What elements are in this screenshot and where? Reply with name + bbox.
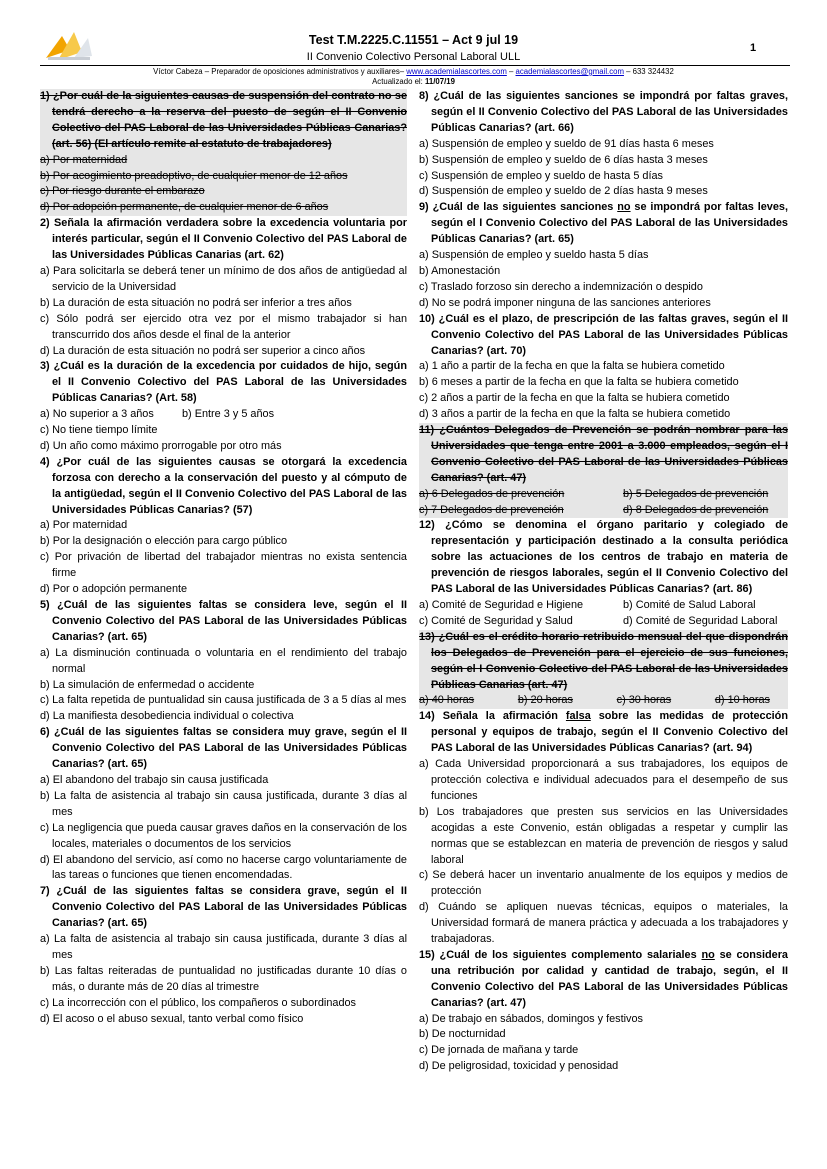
- option-b: b) De nocturnidad: [419, 1028, 506, 1041]
- option-a: a) La disminución continuada o voluntaria en el rendimiento del trabajo normal: [40, 646, 407, 675]
- right-column: [419, 89, 788, 1075]
- question-8: [419, 89, 788, 200]
- question-title: 5) ¿Cuál de las siguientes faltas se considera leve, según el II Convenio Colectivo del PAS Laboral de las Universidades Públicas Canarias? (art. 65): [40, 599, 407, 643]
- option-a: a) Suspensión de empleo y sueldo hasta 5 días: [419, 249, 649, 262]
- question-7: [40, 884, 407, 1027]
- option-c: c) 7 Delegados de prevención: [419, 503, 564, 516]
- option-a: a) La falta de asistencia al trabajo sin causa justificada, durante 3 días al mes: [40, 933, 407, 961]
- phone-number: – 633 324432: [626, 67, 674, 76]
- question-14: [419, 709, 788, 948]
- option-c: c) La negligencia que pueda causar graves daños en la conservación de los locales, materiales o documentos de los servicios: [40, 821, 407, 850]
- option-b: b) 5 Delegados de prevención: [623, 487, 769, 500]
- option-d: d) La manifiesta desobediencia individual o colectiva: [40, 710, 294, 723]
- question-title: 1) ¿Por cuál de la siguientes causas de suspensión del contrato no se tendrá derecho a la reserva del puesto de según el II Convenio Colectivo del PAS Laboral de las Universidades Públicas Canarias? (art. 56) (El artículo remite al estatuto de trabajadores): [40, 90, 407, 150]
- question-title: [419, 200, 788, 248]
- option-c: c) No tiene tiempo límite: [40, 424, 158, 437]
- options-row: [419, 598, 788, 614]
- question-title: 7) ¿Cuál de las siguientes faltas se considera grave, según el II Convenio Colectivo del PAS Laboral de las Universidades Públicas Canarias? (art. 65): [40, 885, 407, 930]
- option-b: b) Por acogimiento preadoptivo, de cualquier menor de 12 años: [40, 169, 348, 182]
- option-d: d) Por adopción permanente, de cualquier menor de 6 años: [40, 201, 329, 214]
- option-b: b) Suspensión de empleo y sueldo de 6 días hasta 3 meses: [419, 153, 708, 166]
- author-line: Víctor Cabeza – Preparador de oposiciones administrativos y auxiliares–: [153, 67, 405, 76]
- left-column: [40, 89, 407, 1027]
- option-c: c) Se deberá hacer un inventario anualmente de los equipos y medios de protección: [419, 869, 788, 898]
- title-start: 9) ¿Cuál de las siguientes sanciones: [419, 201, 618, 214]
- option-b: b) La falta de asistencia al trabajo sin causa justificada, durante 3 días al mes: [40, 789, 407, 818]
- question-title: 12) ¿Cómo se denomina el órgano paritario y colegiado de representación y participación destinado a la consulta periódica sobre las actuaciones de los centros de trabajo en materia de prevención de riesgos laborales, según el II Convenio Colectivo del PAS Laboral de las Universidades Públicas Canarias? (art. 86): [419, 519, 788, 596]
- options-row: [40, 407, 407, 423]
- question-12: [419, 518, 788, 629]
- author-info: [0, 67, 827, 76]
- option-b: b) Los trabajadores que presten sus servicios en las Universidades acogidas a este Convenio, están obligadas a respetar y cumplir las normas que se establezcan en materia de prevención de riesgos y salud laboral: [419, 805, 788, 866]
- option-d: d) Comité de Seguridad Laboral: [623, 614, 778, 627]
- option-c: c) Suspensión de empleo y sueldo de hasta 5 días: [419, 169, 663, 182]
- option-c: c) 30 horas: [616, 694, 672, 707]
- options-row: [419, 487, 788, 503]
- option-c: c) Comité de Seguridad y Salud: [419, 614, 573, 627]
- contact-separator: –: [508, 67, 514, 76]
- option-c: c) Sólo podrá ser ejercido otra vez por el mismo trabajador si han transcurrido dos años desde el final de la anterior: [40, 312, 407, 341]
- test-title: Test T.M.2225.C.11551 – Act 9 jul 19: [308, 33, 519, 47]
- title-end: se considera una retribución por calidad y cantidad de trabajo, según, el II Convenio Colectivo del PAS Laboral de las Universidades Públicas Canarias? (art. 47): [431, 948, 788, 1009]
- title-start: 14) Señala la afirmación: [419, 710, 566, 723]
- email-link[interactable]: academialascortes@gmail.com: [515, 67, 624, 76]
- option-d: d) No se podrá imponer ninguna de las sanciones anteriores: [419, 296, 711, 309]
- option-a: a) El abandono del trabajo sin causa justificada: [40, 773, 269, 786]
- question-title: 10) ¿Cuál es el plazo, de prescripción de las faltas graves, según el II Convenio Colectivo del PAS Laboral de las Universidades Públicas Canarias? (art. 70): [419, 312, 788, 357]
- question-3: [40, 359, 407, 454]
- header-divider: [40, 65, 790, 66]
- option-d: d) La duración de esta situación no podrá ser superior a cinco años: [40, 344, 366, 357]
- title-end: sobre las medidas de protección personal y equipos de trabajo, según el II Convenio Colectivo del PAS Laboral de las Universidades Públicas Canarias? (art. 94): [431, 710, 788, 755]
- options-row: [419, 614, 788, 630]
- options-row: [419, 693, 788, 709]
- title-emphasis: no: [701, 948, 715, 961]
- option-d: d) Un año como máximo prorrogable por otro más: [40, 439, 282, 452]
- option-d: d) El abandono del servicio, así como no hacerse cargo voluntariamente de las tareas o funciones que tienen encomendadas.: [40, 853, 407, 882]
- question-title: 6) ¿Cuál de las siguientes faltas se considera muy grave, según el II Convenio Colectivo del PAS Laboral de las Universidades Públicas Canarias? (art. 65): [40, 726, 407, 771]
- options-row: [419, 503, 788, 519]
- option-a: a) 40 horas: [419, 694, 475, 707]
- question-5: [40, 598, 407, 725]
- question-title: 4) ¿Por cuál de las siguientes causas se otorgará la excedencia forzosa con derecho a la conservación del puesto y al cómputo de la antigüedad, según el II Convenio Colectivo del PAS Laboral de las Universidades Públicas Canarias? (57): [40, 455, 407, 516]
- question-13: [419, 630, 788, 710]
- option-d: d) 3 años a partir de la fecha en que la falta se hubiera cometido: [419, 408, 731, 421]
- option-d: d) Suspensión de empleo y sueldo de 2 días hasta 9 meses: [419, 185, 708, 198]
- option-a: a) 6 Delegados de prevención: [419, 487, 565, 500]
- question-1: [40, 89, 407, 216]
- option-b: b) La duración de esta situación no podrá ser inferior a tres años: [40, 296, 352, 309]
- option-b: b) Las faltas reiteradas de puntualidad no justificadas durante 10 días o más, o durante más de 20 días al trimestre: [40, 964, 407, 993]
- question-title: [419, 948, 788, 1012]
- page-number: 1: [750, 42, 757, 54]
- option-d: d) Por o adopción permanente: [40, 583, 188, 596]
- question-15: [419, 948, 788, 1075]
- option-a: a) Cada Universidad proporcionará a sus trabajadores, los equipos de protección colectiva e individual adecuados para el desempeño de sus funciones: [419, 758, 788, 802]
- option-d: d) De peligrosidad, toxicidad y penosidad: [419, 1060, 619, 1073]
- option-a: a) No superior a 3 años: [40, 408, 154, 421]
- title-start: 15) ¿Cuál de los siguientes complemento salariales: [419, 948, 702, 961]
- question-6: [40, 725, 407, 884]
- option-b: b) Entre 3 y 5 años: [182, 408, 275, 421]
- title-end: se impondrá por faltas leves, según el I Convenio Colectivo del PAS Laboral de las Universidades Públicas Canarias? (art. 65): [431, 201, 788, 246]
- option-a: a) Para solicitarla se deberá tener un mínimo de dos años de antigüedad al servicio de la Universidad: [40, 264, 407, 293]
- option-d: d) Cuándo se apliquen nuevas técnicas, equipos o materiales, la Universidad formará de manera práctica y adecuada a los trabajadores y trabajadoras.: [419, 901, 788, 946]
- option-d: d) 8 Delegados de prevención: [623, 503, 769, 516]
- updated-date: 11/07/19: [424, 77, 455, 86]
- option-c: c) Por riesgo durante el embarazo: [40, 185, 205, 198]
- option-b: b) 20 horas: [517, 694, 573, 707]
- option-d: d) 10 horas: [714, 694, 770, 707]
- updated-label: Actualizado el:: [372, 77, 423, 86]
- option-c: c) La incorrección con el público, los compañeros o subordinados: [40, 996, 357, 1009]
- question-title: 13) ¿Cuál es el crédito horario retribuido mensual del que dispondrán los Delegados de Prevención para el ejercicio de sus funciones, según el I Convenio Colectivo del PAS Laboral de las Universidades Públicas Canarias (art. 47): [419, 630, 788, 691]
- option-d: d) El acoso o el abuso sexual, tanto verbal como físico: [40, 1012, 304, 1025]
- question-4: [40, 455, 407, 598]
- question-title: [419, 709, 788, 757]
- option-b: b) 6 meses a partir de la fecha en que la falta se hubiera cometido: [419, 376, 739, 389]
- option-c: c) Traslado forzoso sin derecho a indemnización o despido: [419, 280, 703, 293]
- option-a: a) Por maternidad: [40, 519, 128, 532]
- option-b: b) Comité de Salud Laboral: [623, 599, 756, 611]
- option-a: a) Suspensión de empleo y sueldo de 91 días hasta 6 meses: [419, 137, 714, 150]
- option-a: a) 1 año a partir de la fecha en que la falta se hubiera cometido: [419, 360, 725, 373]
- question-title: 3) ¿Cuál es la duración de la excedencia por cuidados de hijo, según el II Convenio Colectivo del PAS Laboral de las Universidades Públicas Canarias? (Art. 58): [40, 360, 407, 405]
- question-10: [419, 312, 788, 423]
- updated-info: [0, 77, 827, 86]
- option-a: a) De trabajo en sábados, domingos y festivos: [419, 1012, 643, 1025]
- option-b: b) La simulación de enfermedad o accidente: [40, 678, 255, 691]
- option-b: b) Amonestación: [419, 264, 501, 277]
- question-2: [40, 216, 407, 359]
- question-title: 8) ¿Cuál de las siguientes sanciones se impondrá por faltas graves, según el II Convenio Colectivo del PAS Laboral de las Universidades Públicas Canarias? (art. 66): [419, 90, 788, 134]
- question-11: [419, 423, 788, 518]
- option-c: c) 2 años a partir de la fecha en que la falta se hubiera cometido: [419, 392, 730, 405]
- test-subtitle: II Convenio Colectivo Personal Laboral ULL: [306, 51, 521, 63]
- option-b: b) Por la designación o elección para cargo público: [40, 535, 288, 548]
- title-emphasis: no: [617, 201, 631, 214]
- option-c: c) La falta repetida de puntualidad sin causa justificada de 3 a 5 días al mes: [40, 694, 407, 707]
- title-emphasis: falsa: [565, 710, 591, 723]
- question-title: 11) ¿Cuántos Delegados de Prevención se podrán nombrar para las Universidades que tenga entre 2001 a 3.000 empleados, según el I Convenio Colectivo del PAS Laboral de las Universidades Públicas Canarias? (art. 47): [419, 424, 788, 484]
- question-title: 2) Señala la afirmación verdadera sobre la excedencia voluntaria por interés particular, según el II Convenio Colectivo del PAS Laboral de las Universidades Públicas Canarias (art. 62): [40, 217, 407, 262]
- website-link[interactable]: www.academialascortes.com: [406, 67, 507, 76]
- option-c: c) De jornada de mañana y tarde: [419, 1044, 579, 1057]
- option-c: c) Por privación de libertad del trabajador mientras no exista sentencia firme: [40, 551, 407, 580]
- question-9: [419, 200, 788, 311]
- option-a: a) Comité de Seguridad e Higiene: [419, 599, 584, 611]
- option-a: a) Por maternidad: [40, 153, 128, 166]
